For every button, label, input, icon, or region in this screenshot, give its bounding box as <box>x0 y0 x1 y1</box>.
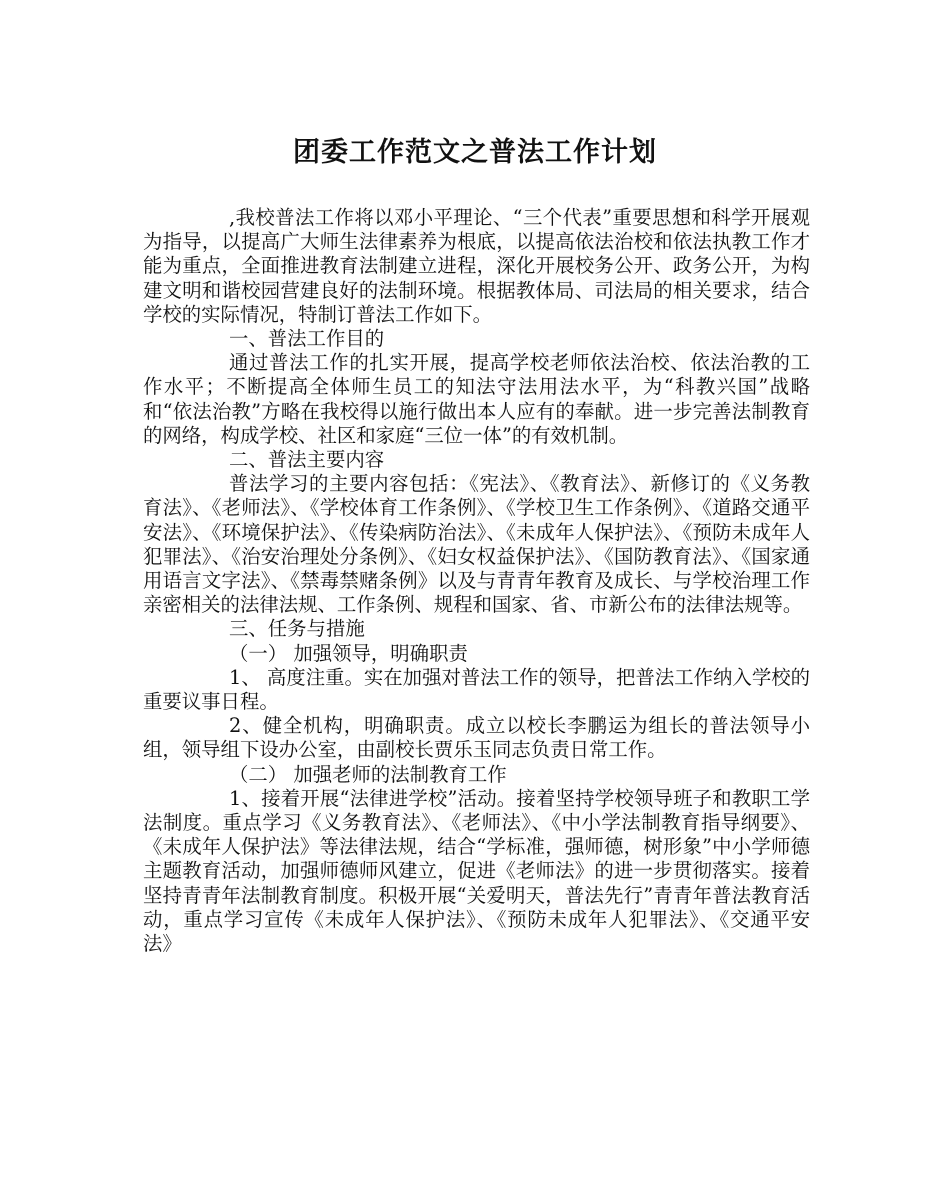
document-body <box>143 206 810 956</box>
subsection-heading-leadership: （一） 加强领导，明确职责 <box>229 641 468 665</box>
paragraph-leadership-1: 1、 高度注重。实在加强对普法工作的领导，把普法工作纳入学校的重要议事日程。 <box>143 665 810 714</box>
paragraph-leadership-2: 2、健全机构，明确职责。成立以校长李鹏运为组长的普法领导小组，领导组下设办公室，由副校长贾乐玉同志负责日常工作。 <box>143 714 810 762</box>
paragraph-intro: ,我校普法工作将以邓小平理论、“三个代表”重要思想和科学开展观为指导，以提高广大师生法律素养为根底，以提高依法治校和依法执教工作才能为重点，全面推进教育法制建立进程，深化开展校务公开、政务公开，为构建文明和谐校园营建良好的法制环境。根据教体局、司法局的相关要求，结合学校的实际情况，特制订普法工作如下。 <box>143 206 810 326</box>
paragraph-content: 普法学习的主要内容包括：《宪法》、《教育法》、新修订的《义务教育法》、《老师法》、《学校体育工作条例》、《学校卫生工作条例》、《道路交通平安法》、《环境保护法》、《传染病防治法》、《未成年人保护法》、《预防未成年人犯罪法》、《治安治理处分条例》、《妇女权益保护法》、《国防教育法》、《国家通用语言文字法》、《禁毒禁赌条例》以及与青青年教育及成长、与学校治理工作亲密相关的法律法规、工作条例、规程和国家、省、市新公布的法律法规等。 <box>143 472 810 617</box>
subsection-heading-teacher-education: （二） 加强老师的法制教育工作 <box>229 762 507 786</box>
paragraph-goals: 通过普法工作的扎实开展，提高学校老师依法治校、依法治教的工作水平；不断提高全体师生员工的知法守法用法水平，为“科教兴国”战略和“依法治教”方略在我校得以施行做出本人应有的奉献。进一步完善法制教育的网络，构成学校、社区和家庭“三位一体”的有效机制。 <box>143 351 810 447</box>
section-heading-content: 二、普法主要内容 <box>229 448 385 472</box>
document-title: 团委工作范文之普法工作计划 <box>293 137 657 168</box>
section-heading-tasks: 三、任务与措施 <box>229 617 365 641</box>
paragraph-teacher-education-1: 1、接着开展“法律进学校”活动。接着坚持学校领导班子和教职工学法制度。重点学习《义务教育法》、《老师法》、《中小学法制教育指导纲要》、《未成年人保护法》等法律法规，结合“学标准，强师德，树形象”中小学师德主题教育活动，加强师德师风建立，促进《老师法》的进一步贯彻落实。接着坚持青青年法制教育制度。积极开展“关爱明天，普法先行”青青年普法教育活动，重点学习宣传《未成年人保护法》、《预防未成年人犯罪法》、《交通平安法》 <box>143 786 810 956</box>
section-heading-goals: 一、普法工作目的 <box>229 327 385 351</box>
